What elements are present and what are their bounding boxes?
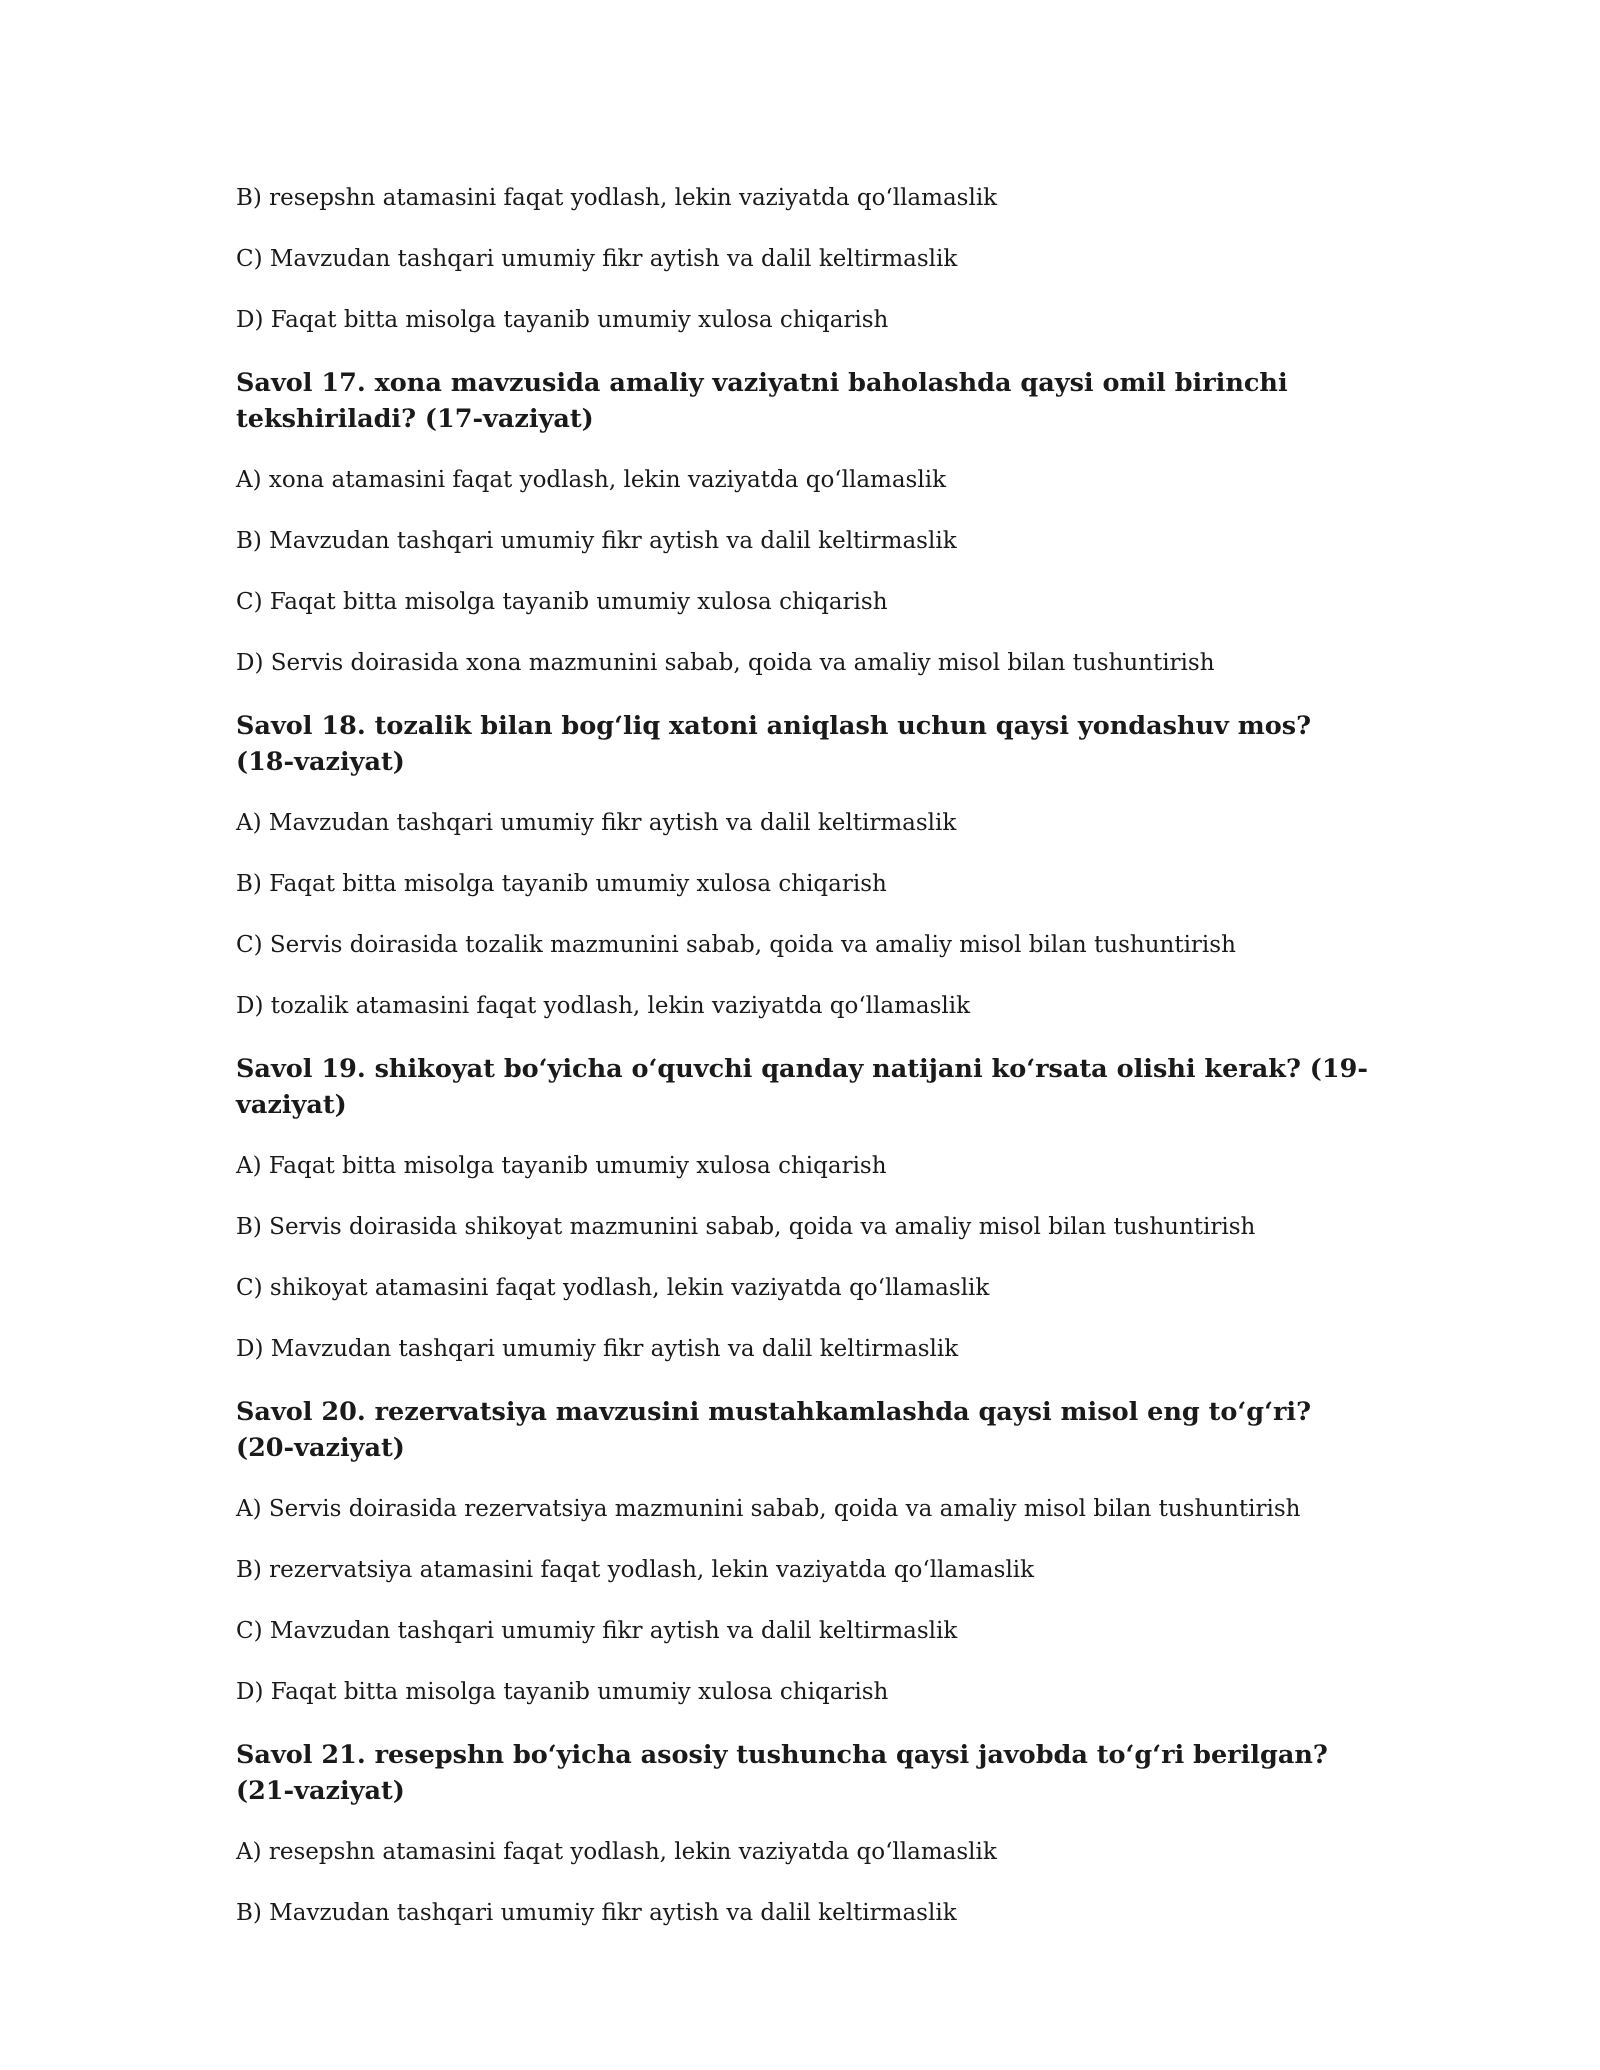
answer-option: A) resepshn atamasini faqat yodlash, lekin vaziyatda qo‘llamaslik — [236, 1839, 997, 1865]
answer-option: B) Servis doirasida shikoyat mazmunini sabab, qoida va amaliy misol bilan tushuntirish — [236, 1214, 1256, 1240]
answer-option: B) rezervatsiya atamasini faqat yodlash, lekin vaziyatda qo‘llamaslik — [236, 1557, 1035, 1583]
question-heading: Savol 19. shikoyat bo‘yicha o‘quvchi qanday natijani ko‘rsata olishi kerak? (19-vaziyat) — [236, 1054, 1368, 1120]
answer-option: D) Faqat bitta misolga tayanib umumiy xulosa chiqarish — [236, 307, 889, 333]
answer-option: A) xona atamasini faqat yodlash, lekin vaziyatda qo‘llamaslik — [236, 467, 947, 493]
answer-option: B) Faqat bitta misolga tayanib umumiy xulosa chiqarish — [236, 871, 887, 897]
answer-option: D) Servis doirasida xona mazmunini sabab, qoida va amaliy misol bilan tushuntirish — [236, 650, 1215, 676]
question-heading: Savol 17. xona mavzusida amaliy vaziyatni baholashda qaysi omil birinchi tekshiriladi? (17-vaziyat) — [236, 368, 1288, 434]
document-page — [236, 182, 1376, 1958]
answer-option: C) Faqat bitta misolga tayanib umumiy xulosa chiqarish — [236, 589, 888, 615]
answer-option: C) Servis doirasida tozalik mazmunini sabab, qoida va amaliy misol bilan tushuntirish — [236, 932, 1236, 958]
question-heading: Savol 21. resepshn bo‘yicha asosiy tushuncha qaysi javobda to‘g‘ri berilgan? (21-vaziyat) — [236, 1740, 1328, 1806]
answer-option: B) Mavzudan tashqari umumiy fikr aytish va dalil keltirmaslik — [236, 528, 957, 554]
answer-option: A) Mavzudan tashqari umumiy fikr aytish va dalil keltirmaslik — [236, 810, 957, 836]
answer-option: C) Mavzudan tashqari umumiy fikr aytish va dalil keltirmaslik — [236, 1618, 958, 1644]
answer-option: C) Mavzudan tashqari umumiy fikr aytish va dalil keltirmaslik — [236, 246, 958, 272]
question-heading: Savol 18. tozalik bilan bog‘liq xatoni aniqlash uchun qaysi yondashuv mos? (18-vaziyat) — [236, 711, 1312, 777]
answer-option: A) Servis doirasida rezervatsiya mazmunini sabab, qoida va amaliy misol bilan tushuntirish — [236, 1496, 1301, 1522]
answer-option: B) resepshn atamasini faqat yodlash, lekin vaziyatda qo‘llamaslik — [236, 185, 998, 211]
answer-option: D) Faqat bitta misolga tayanib umumiy xulosa chiqarish — [236, 1679, 889, 1705]
answer-option: A) Faqat bitta misolga tayanib umumiy xulosa chiqarish — [236, 1153, 887, 1179]
answer-option: C) shikoyat atamasini faqat yodlash, lekin vaziyatda qo‘llamaslik — [236, 1275, 990, 1301]
answer-option: D) Mavzudan tashqari umumiy fikr aytish va dalil keltirmaslik — [236, 1336, 959, 1362]
question-heading: Savol 20. rezervatsiya mavzusini mustahkamlashda qaysi misol eng to‘g‘ri? (20-vaziyat) — [236, 1397, 1312, 1463]
answer-option: B) Mavzudan tashqari umumiy fikr aytish va dalil keltirmaslik — [236, 1900, 957, 1926]
answer-option: D) tozalik atamasini faqat yodlash, lekin vaziyatda qo‘llamaslik — [236, 993, 971, 1019]
